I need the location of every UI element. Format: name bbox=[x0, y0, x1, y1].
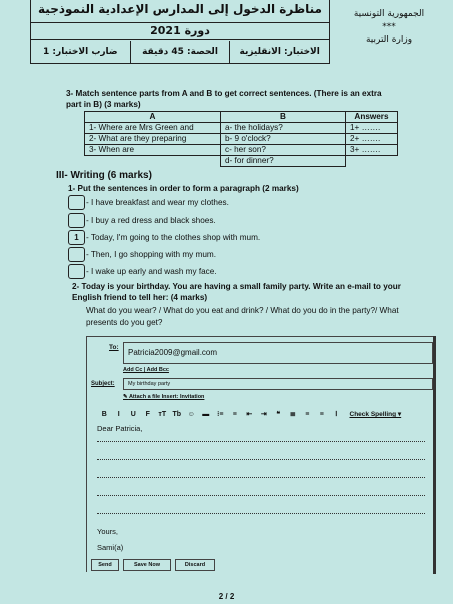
sentence-item bbox=[68, 194, 229, 210]
order-box[interactable] bbox=[68, 213, 85, 228]
part-b: d- for dinner? bbox=[221, 156, 346, 167]
ministry-block bbox=[339, 8, 439, 47]
page-number: 2 / 2 bbox=[218, 592, 235, 601]
part-b: b- 9 o'clock? bbox=[221, 134, 346, 145]
writing-line bbox=[97, 477, 425, 478]
exam-title: مناظرة الدخول إلى المدارس الإعدادية النموذجية bbox=[38, 2, 322, 16]
italic-icon[interactable]: I bbox=[117, 410, 120, 418]
email-form bbox=[86, 336, 436, 572]
sentence-text: - I have breakfast and wear my clothes. bbox=[86, 197, 229, 207]
align-right-icon[interactable]: ≡ bbox=[319, 410, 324, 418]
part-a: 3- When are bbox=[85, 145, 221, 156]
exam-session: دورة 2021 bbox=[31, 22, 329, 40]
answer-slot[interactable]: 3+ ……. bbox=[346, 145, 398, 156]
stars: *** bbox=[382, 22, 396, 32]
attach-text: Attach a file Insert: Invitation bbox=[128, 394, 205, 400]
email-shadow-edge bbox=[433, 336, 436, 574]
to-field[interactable]: Patricia2009@gmail.com bbox=[123, 342, 433, 364]
order-box[interactable] bbox=[68, 247, 85, 262]
discard-button[interactable]: Discard bbox=[175, 559, 215, 571]
format-toolbar bbox=[97, 410, 431, 418]
q2-instruction: 2- Today is your birthday. You are having a small family party. Write an e-mail to your English friend to tell her: (4 marks) bbox=[72, 282, 401, 302]
answer-slot[interactable]: 2+ ……. bbox=[346, 134, 398, 145]
exam-header-box bbox=[30, 0, 330, 64]
table-row bbox=[85, 134, 398, 145]
sentence-item bbox=[68, 246, 216, 262]
exam-subject: الاختبار: الانقليزية bbox=[229, 41, 329, 63]
outdent-icon[interactable]: ⇤ bbox=[246, 411, 253, 418]
link-icon[interactable]: ▬ bbox=[202, 410, 210, 418]
align-center-icon[interactable]: ≡ bbox=[305, 410, 310, 418]
email-buttons bbox=[91, 559, 215, 571]
sentence-text: - I wake up early and wash my face. bbox=[86, 266, 217, 276]
underline-icon[interactable]: U bbox=[130, 410, 136, 418]
sentence-item bbox=[68, 229, 260, 245]
sentence-item bbox=[68, 263, 217, 279]
subject-field[interactable]: My birthday party bbox=[123, 378, 433, 390]
part-a: 1- Where are Mrs Green and bbox=[85, 123, 221, 134]
country-name: الجمهورية التونسية bbox=[353, 9, 425, 19]
part-b: c- her son? bbox=[221, 145, 346, 156]
writing-line bbox=[97, 495, 425, 496]
check-spelling-button[interactable]: Check Spelling ▾ bbox=[349, 411, 402, 418]
attach-file-link[interactable] bbox=[123, 394, 204, 400]
table-row bbox=[85, 145, 398, 156]
part-b: a- the holidays? bbox=[221, 123, 346, 134]
clear-format-icon[interactable]: Ⅰ bbox=[335, 411, 338, 418]
col-header-a: A bbox=[85, 112, 221, 123]
part-a: 2- What are they preparing bbox=[85, 134, 221, 145]
font-icon[interactable]: F bbox=[145, 410, 150, 418]
to-label: To: bbox=[109, 344, 119, 351]
table-row bbox=[85, 156, 398, 167]
quote-icon[interactable]: ❝ bbox=[276, 411, 281, 418]
bold-icon[interactable]: B bbox=[101, 410, 107, 418]
table-row bbox=[85, 123, 398, 134]
matching-table bbox=[84, 111, 398, 167]
bullet-list-icon[interactable]: ≡ bbox=[232, 410, 237, 418]
sentence-item bbox=[68, 212, 216, 228]
align-left-icon[interactable]: ≣ bbox=[289, 411, 296, 418]
cc-bcc-links[interactable]: Add Cc | Add Bcc bbox=[123, 367, 169, 373]
col-header-answers: Answers bbox=[346, 112, 398, 123]
sentence-text: - Today, I'm going to the clothes shop with mum. bbox=[86, 232, 261, 242]
save-now-button[interactable]: Save Now bbox=[123, 559, 171, 571]
indent-icon[interactable]: ⇥ bbox=[260, 411, 267, 418]
writing-line bbox=[97, 441, 425, 442]
text-color-icon[interactable]: Tb bbox=[172, 410, 182, 418]
answer-slot bbox=[346, 156, 398, 167]
col-header-b: B bbox=[221, 112, 346, 123]
email-greeting: Dear Patricia, bbox=[97, 424, 143, 433]
sentence-text: - Then, I go shopping with my mum. bbox=[86, 249, 216, 259]
exam-duration: الحصة: 45 دقيقة bbox=[130, 41, 230, 63]
writing-section-title: III- Writing (6 marks) bbox=[56, 170, 152, 181]
q2-questions: What do you wear? / What do you eat and drink? / What do you do in the party?/ What presents do you get? bbox=[86, 306, 399, 327]
q3-instruction: 3- Match sentence parts from A and B to get correct sentences. (There is an extra part in B) (3 marks) bbox=[66, 89, 382, 109]
exam-coefficient: ضارب الاختبار: 1 bbox=[43, 47, 118, 57]
numbered-list-icon[interactable]: ⁝≡ bbox=[217, 411, 224, 418]
email-closing: Yours, bbox=[97, 527, 118, 536]
q1-instruction: 1- Put the sentences in order to form a paragraph (2 marks) bbox=[68, 184, 299, 193]
order-box[interactable]: 1 bbox=[68, 230, 85, 245]
sentence-text: - I buy a red dress and black shoes. bbox=[86, 215, 216, 225]
part-a bbox=[85, 156, 221, 167]
send-button[interactable]: Send bbox=[91, 559, 119, 571]
email-signature: Sami(a) bbox=[97, 543, 124, 552]
writing-line bbox=[97, 513, 425, 514]
emoji-icon[interactable]: ☺ bbox=[187, 410, 195, 418]
subject-label: Subject: bbox=[91, 381, 115, 387]
order-box[interactable] bbox=[68, 264, 85, 279]
paperclip-icon: ✎ bbox=[123, 394, 129, 400]
font-size-icon[interactable]: тT bbox=[158, 410, 167, 418]
writing-line bbox=[97, 459, 425, 460]
order-box[interactable] bbox=[68, 195, 85, 210]
exam-info-row bbox=[31, 41, 329, 63]
ministry-name: وزارة التربية bbox=[365, 35, 413, 45]
answer-slot[interactable]: 1+ ……. bbox=[346, 123, 398, 134]
